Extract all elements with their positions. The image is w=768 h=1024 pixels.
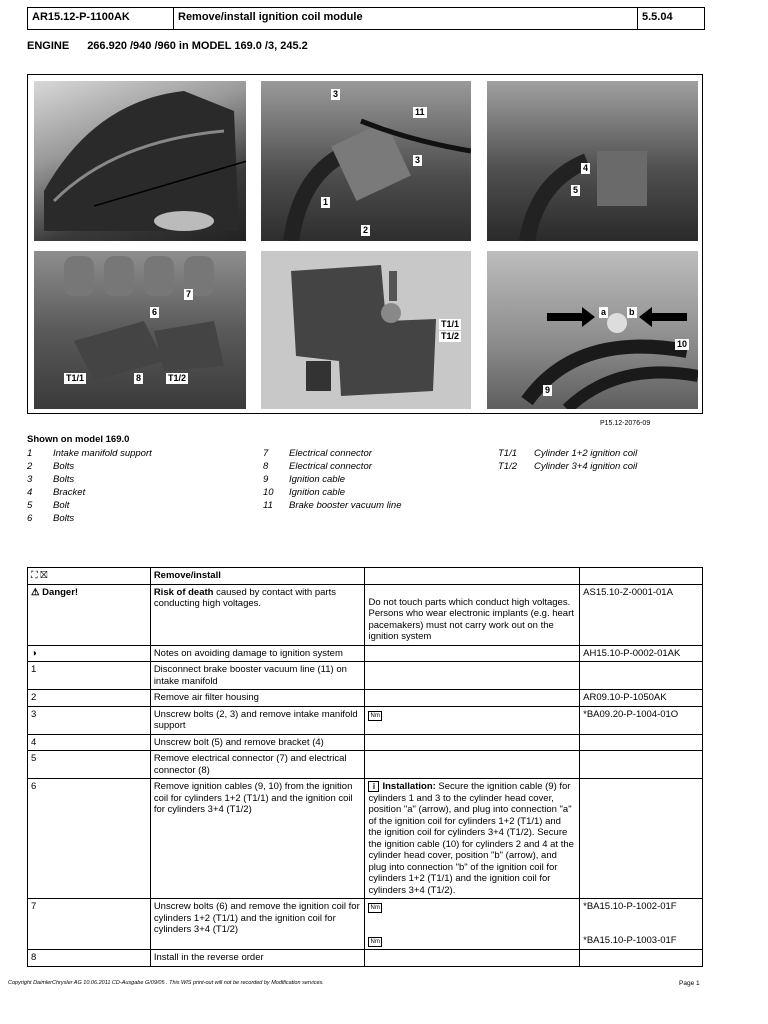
step-text: Remove electrical connector (7) and electrical connector (8) xyxy=(150,751,365,779)
callout-8: 8 xyxy=(136,373,142,383)
danger-bold: Risk of death xyxy=(153,586,214,598)
empty-cell xyxy=(365,690,580,707)
legend-num: 1 xyxy=(27,448,33,459)
empty-cell xyxy=(580,568,703,585)
legend-num: T1/1 xyxy=(498,448,518,459)
step-row xyxy=(28,899,703,950)
coil-closeup-photo xyxy=(34,251,246,409)
legend-text: Brake booster vacuum line xyxy=(289,500,402,511)
legend-item xyxy=(27,473,247,486)
legend-num: 8 xyxy=(263,461,269,472)
legend-item xyxy=(263,473,483,486)
danger-cell xyxy=(28,584,151,645)
legend-num: 4 xyxy=(27,487,33,498)
figure-id: P15.12-2076-09 xyxy=(600,420,651,427)
legend-num: 10 xyxy=(263,487,274,498)
legend-item xyxy=(27,499,247,512)
installation-note xyxy=(365,779,580,899)
step-row xyxy=(28,690,703,707)
step-number: 2 xyxy=(28,690,151,707)
step-text: Install in the reverse order xyxy=(150,950,365,967)
legend-text: Ignition cable xyxy=(289,487,345,498)
legend-num: 5 xyxy=(27,500,33,511)
callout-b: b xyxy=(629,307,635,317)
notes-text: Notes on avoiding damage to ignition system xyxy=(150,645,365,662)
callout-3b: 3 xyxy=(415,155,421,165)
step-ref xyxy=(580,662,703,690)
step-number: 1 xyxy=(28,662,151,690)
empty-cell xyxy=(580,950,703,967)
step-ref-2: *BA15.10-P-1003-01F xyxy=(583,934,677,946)
empty-cell xyxy=(365,662,580,690)
legend-item xyxy=(27,486,247,499)
legend-col-3 xyxy=(498,447,698,473)
callout-6: 6 xyxy=(152,307,158,317)
coil-module-drawing xyxy=(261,251,471,409)
header-title: Remove/install xyxy=(150,568,365,585)
legend-num: 6 xyxy=(27,513,33,524)
step-row xyxy=(28,779,703,899)
connector-photo xyxy=(487,81,698,241)
legend-text: Intake manifold support xyxy=(53,448,152,459)
spacer xyxy=(583,913,699,935)
step-row xyxy=(28,950,703,967)
header-icons: ⛶ ⛝ xyxy=(28,568,151,585)
cylinder-head-drawing xyxy=(487,251,698,409)
empty-cell xyxy=(365,568,580,585)
callout-4: 4 xyxy=(583,163,589,173)
notes-icon: ◑ xyxy=(28,645,151,662)
step-number: 6 xyxy=(28,779,151,899)
step-ref-1: *BA15.10-P-1002-01F xyxy=(583,901,677,912)
callout-10: 10 xyxy=(677,339,688,349)
danger-row xyxy=(28,584,703,645)
front-view-photo xyxy=(34,81,246,241)
figure-panel xyxy=(27,74,703,414)
callout-module-t12: T1/2 xyxy=(441,331,460,341)
step-number: 3 xyxy=(28,706,151,734)
danger-text: caused by contact with parts conducting high voltages. xyxy=(153,586,336,609)
step-row xyxy=(28,662,703,690)
spacer xyxy=(368,913,576,935)
empty-cell xyxy=(580,751,703,779)
info-icon: i xyxy=(368,781,379,792)
step-ref: *BA09.20-P-1004-01O xyxy=(580,706,703,734)
legend-text: Cylinder 3+4 ignition coil xyxy=(534,461,638,472)
doc-title: Remove/install ignition coil module xyxy=(174,8,638,29)
callout-1: 1 xyxy=(323,197,329,207)
step-number: 8 xyxy=(28,950,151,967)
step-ref: AR09.10-P-1050AK xyxy=(580,690,703,707)
front-view-drawing xyxy=(34,81,246,241)
legend-num: 7 xyxy=(263,448,269,459)
empty-cell xyxy=(365,950,580,967)
engine-line xyxy=(27,40,326,52)
legend-item xyxy=(498,447,698,460)
legend-num: 2 xyxy=(27,461,33,472)
empty-cell xyxy=(580,779,703,899)
step-row xyxy=(28,734,703,751)
legend-col-1 xyxy=(27,447,247,525)
callout-11: 11 xyxy=(415,107,425,117)
legend-text: Bolts xyxy=(53,513,75,524)
callout-3a: 3 xyxy=(333,89,339,99)
engine-text: 266.920 /940 /960 in MODEL 169.0 /3, 245.2 xyxy=(87,40,308,52)
legend-item xyxy=(263,447,483,460)
empty-cell xyxy=(365,645,580,662)
doc-id: AR15.12-P-1100AK xyxy=(28,8,174,29)
legend-text: Ignition cable xyxy=(289,474,345,485)
table-header-row xyxy=(28,568,703,585)
danger-note: Do not touch parts which conduct high voltages. Persons who wear electronic implants (e.g. heart pacemakers) must not carry work out on the ignition system xyxy=(365,584,580,645)
legend-text: Electrical connector xyxy=(289,448,372,459)
step-number: 5 xyxy=(28,751,151,779)
callout-t11: T1/1 xyxy=(66,373,85,383)
engine-top-photo xyxy=(261,81,471,241)
callout-a: a xyxy=(601,307,607,317)
legend-text: Bracket xyxy=(53,487,86,498)
legend-num: T1/2 xyxy=(498,461,518,472)
danger-label: Danger! xyxy=(42,586,79,598)
engine-label: ENGINE xyxy=(27,40,70,52)
callout-9: 9 xyxy=(545,385,551,395)
danger-text-cell xyxy=(150,584,365,645)
warning-triangle-icon: ⚠ xyxy=(31,586,40,598)
torque-icon[interactable]: Nm xyxy=(370,939,380,945)
callout-5: 5 xyxy=(573,185,579,195)
empty-cell xyxy=(365,751,580,779)
step-text: Remove air filter housing xyxy=(150,690,365,707)
document-header xyxy=(27,7,705,30)
steps-table xyxy=(27,567,703,967)
legend-title: Shown on model 169.0 xyxy=(27,434,130,445)
legend-item xyxy=(27,512,247,525)
legend-item xyxy=(27,460,247,473)
coil-module-photo xyxy=(261,251,471,409)
callout-t12: T1/2 xyxy=(168,373,187,383)
coil-closeup-drawing xyxy=(34,251,246,409)
callout-7: 7 xyxy=(186,289,192,299)
legend-text: Bolts xyxy=(53,461,75,472)
legend-item xyxy=(263,499,483,512)
empty-cell xyxy=(580,734,703,751)
engine-top-drawing xyxy=(261,81,471,241)
step-number: 4 xyxy=(28,734,151,751)
notes-ref: AH15.10-P-0002-01AK xyxy=(580,645,703,662)
callout-2: 2 xyxy=(363,225,369,235)
legend-item xyxy=(263,486,483,499)
torque-icon[interactable]: Nm xyxy=(370,712,380,719)
legend-num: 11 xyxy=(263,500,273,511)
page-number: Page 1 xyxy=(679,980,700,987)
cylinder-head-photo xyxy=(487,251,698,409)
step-row xyxy=(28,706,703,734)
legend-item xyxy=(27,447,247,460)
empty-cell xyxy=(365,734,580,751)
danger-ref: AS15.10-Z-0001-01A xyxy=(580,584,703,645)
notes-row xyxy=(28,645,703,662)
torque-cell xyxy=(365,706,580,734)
step-ref xyxy=(580,899,703,950)
step-text: Disconnect brake booster vacuum line (11) on intake manifold xyxy=(150,662,365,690)
legend-text: Electrical connector xyxy=(289,461,372,472)
step-text: Unscrew bolts (6) and remove the ignition coil for cylinders 1+2 (T1/1) and the ignition coil for cylinders 3+4 (T1/2) xyxy=(150,899,365,950)
step-text: Unscrew bolt (5) and remove bracket (4) xyxy=(150,734,365,751)
installation-label: Installation: xyxy=(382,781,436,792)
step-text: Remove ignition cables (9, 10) from the ignition coil for cylinders 1+2 (T1/1) and the ignition coil for cylinders 3+4 (T1/2) xyxy=(150,779,365,899)
step-number: 7 xyxy=(28,899,151,950)
legend-item xyxy=(498,460,698,473)
legend-col-2 xyxy=(263,447,483,512)
step-text: Unscrew bolts (2, 3) and remove intake manifold support xyxy=(150,706,365,734)
legend-text: Bolt xyxy=(53,500,70,511)
doc-version: 5.5.04 xyxy=(642,11,673,23)
legend-num: 9 xyxy=(263,474,269,485)
installation-text: Secure the ignition cable (9) for cylinders 1 and 3 to the cylinder head cover, position "a" (arrow), and plug into connection "a" of the ignition coil for cylinders 1+2 (T1/1) and the ignition coil for cylinders 3+4 (T1/2). Secure the ignition cable (10) for cylinders 2 and 4 at the cylinder head cover, position "b" (arrow), and plug into connection "b" of the ignition coil for cylinders 1+2 (T1/1) and the ignition coil for cylinders 3+4 (T1/2). xyxy=(368,781,574,896)
step-row xyxy=(28,751,703,779)
legend-text: Cylinder 1+2 ignition coil xyxy=(534,448,638,459)
torque-cell xyxy=(365,899,580,950)
callout-module-t11: T1/1 xyxy=(441,319,460,329)
legend-item xyxy=(263,460,483,473)
copyright-footer: Copyright DaimlerChrysler AG 10.06.2011 CD-Ausgabe G/09/05 . This WIS print-out will not be recorded by Modification services. xyxy=(8,980,324,986)
torque-icon[interactable]: Nm xyxy=(370,905,380,911)
legend-text: Bolts xyxy=(53,474,75,485)
legend-num: 3 xyxy=(27,474,33,485)
connector-drawing xyxy=(487,81,698,241)
